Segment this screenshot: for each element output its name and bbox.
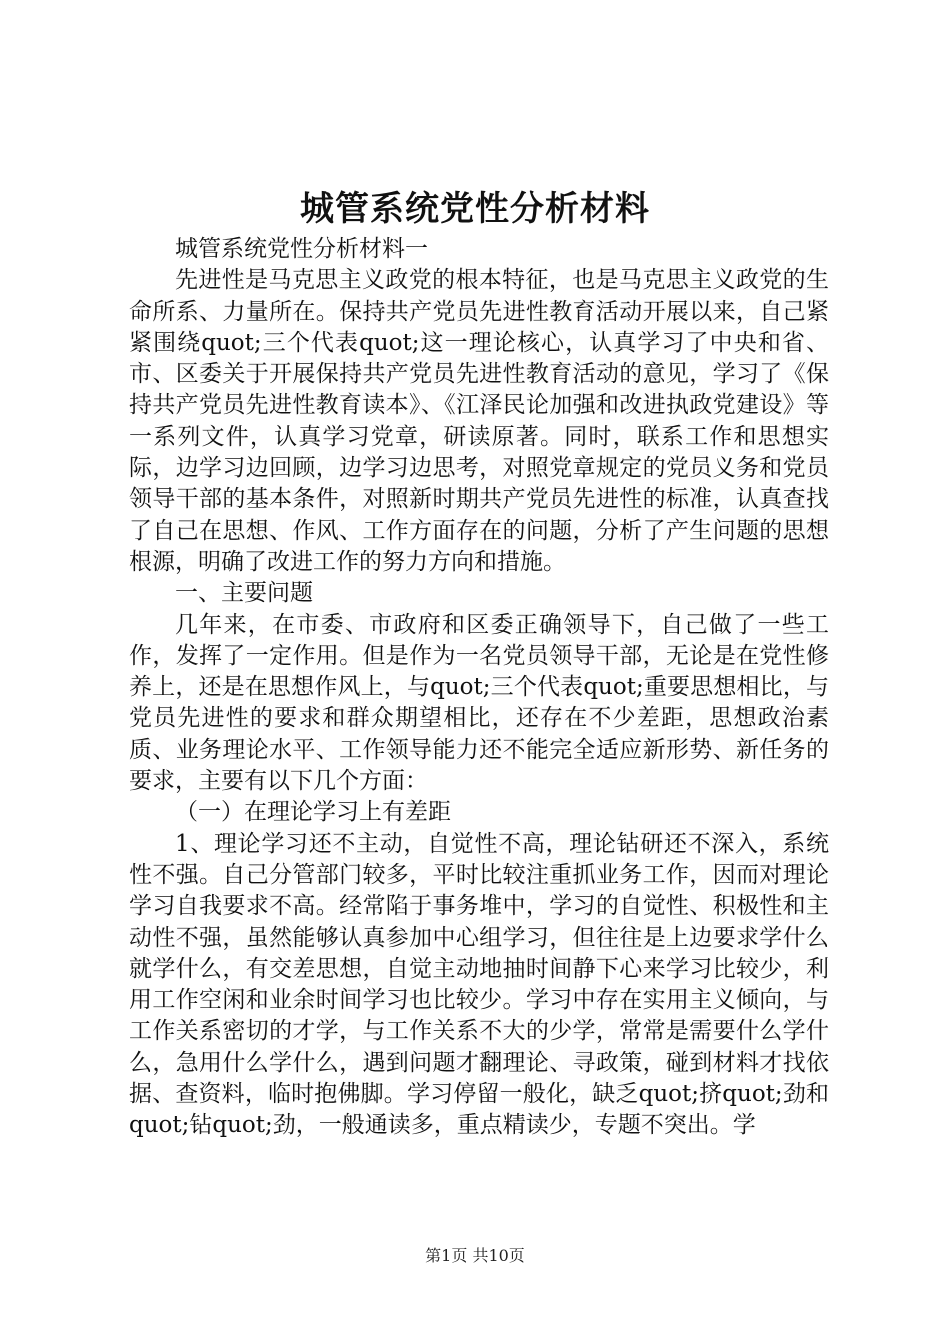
- paragraph: 几年来，在市委、市政府和区委正确领导下，自己做了一些工作，发挥了一定作用。但是作为一名党员领导干部，无论是在党性修养上，还是在思想作风上，与quot;三个代表quot;重要思想相比，与党员先进性的要求和群众期望相比，还存在不少差距，思想政治素质、业务理论水平、工作领导能力还不能完全适应新形势、新任务的要求，主要有以下几个方面：: [129, 611, 829, 795]
- section-heading: 一、主要问题: [175, 580, 313, 607]
- document-title: 城管系统党性分析材料: [300, 189, 650, 229]
- document-body: [129, 234, 829, 1142]
- subsection-heading: （一）在理论学习上有差距: [175, 799, 451, 826]
- paragraph: 先进性是马克思主义政党的根本特征，也是马克思主义政党的生命所系、力量所在。保持共产党员先进性教育活动开展以来，自己紧紧围绕quot;三个代表quot;这一理论核心，认真学习了中央和省、市、区委关于开展保持共产党员先进性教育活动的意见，学习了《保持共产党员先进性教育读本》、《江泽民论加强和改进执政党建设》等一系列文件，认真学习党章，研读原著。同时，联系工作和思想实际，边学习边回顾，边学习边思考，对照党章规定的党员义务和党员领导干部的基本条件，对照新时期共产党员先进性的标准，认真查找了自己在思想、作风、工作方面存在的问题，分析了产生问题的思想根源，明确了改进工作的努力方向和措施。: [129, 267, 829, 575]
- paragraph: 1、理论学习还不主动，自觉性不高，理论钻研还不深入，系统性不强。自己分管部门较多，平时比较注重抓业务工作，因而对理论学习自我要求不高。经常陷于事务堆中，学习的自觉性、积极性和主动性不强，虽然能够认真参加中心组学习，但往往是上边要求学什么就学什么，有交差思想，自觉主动地抽时间静下心来学习比较少，利用工作空闲和业余时间学习也比较少。学习中存在实用主义倾向，与工作关系密切的才学，与工作关系不大的少学，常常是需要什么学什么，急用什么学什么，遇到问题才翻理论、寻政策，碰到材料才找依据、查资料，临时抱佛脚。学习停留一般化，缺乏quot;挤quot;劲和quot;钻quot;劲，一般通读多，重点精读少，专题不突出。学: [129, 830, 829, 1139]
- paragraph-subtitle: 城管系统党性分析材料一: [175, 236, 428, 262]
- page-number: 第1页 共10页: [425, 1246, 525, 1265]
